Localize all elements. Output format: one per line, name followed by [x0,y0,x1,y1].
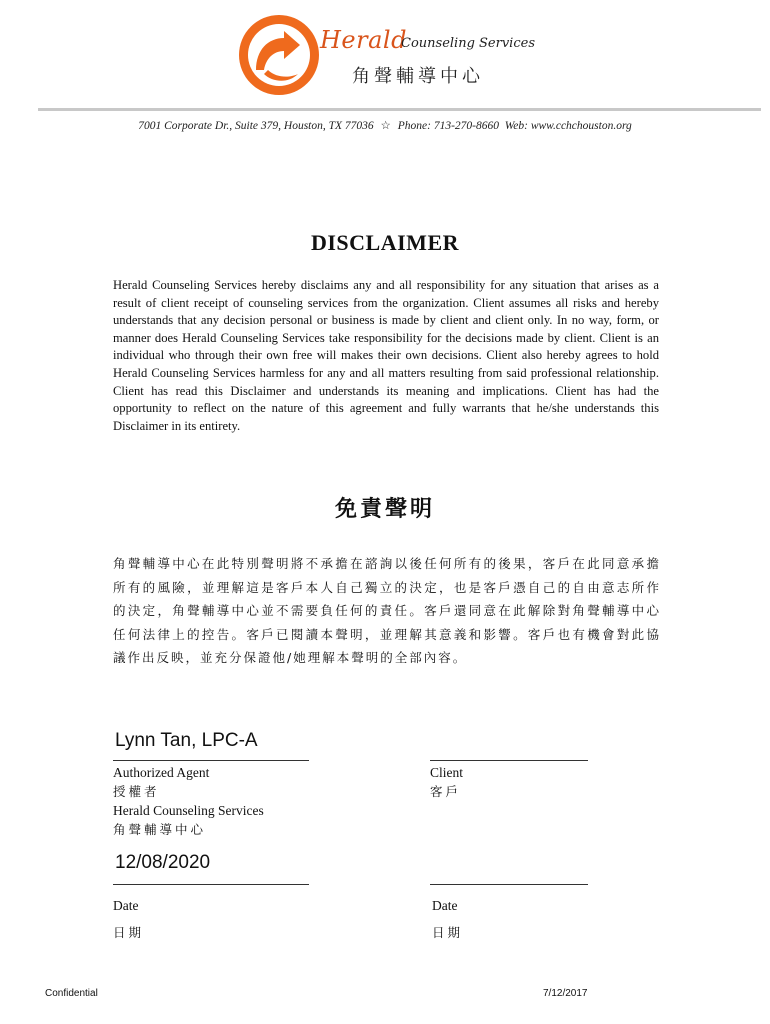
disclaimer-title-chinese: 免責聲明 [334,497,435,522]
agent-date-value: 12/08/2020 [115,852,211,873]
client-label-chinese: 客戶 [430,784,462,799]
agent-date-line [113,884,309,885]
brand-subtitle: Counseling Services [401,36,535,51]
agent-label: Authorized Agent [113,765,210,780]
agent-date-label-chinese: 日期 [113,925,145,940]
website: Web: www.cchchouston.org [504,120,632,132]
client-date-line [430,884,588,885]
agent-label-chinese: 授權者 [113,784,160,799]
footer-date: 7/12/2017 [543,988,588,999]
disclaimer-body-chinese: 角聲輔導中心在此特別聲明將不承擔在諮詢以後任何所有的後果，客戶在此同意承擔所有的風險，並理解這是客戶本人自己獨立的決定，也是客戶憑自己的自由意志所作的決定，角聲輔導中心並不需要負任何的責任。客戶還同意在此解除對角聲輔導中心任何法律上的控告。客戶已閱讀本聲明，並理解其意義和影響。客戶也有機會對此協議作出反映，並充分保證他/她理解本聲明的全部內容。 [113,556,661,665]
organization-name: Herald Counseling Services [113,803,264,818]
address: 7001 Corporate Dr., Suite 379, Houston, TX 77036 [138,120,374,132]
header-divider [38,108,761,111]
phone: Phone: 713-270-8660 [397,120,499,132]
organization-name-chinese: 角聲輔導中心 [113,822,207,837]
herald-logo-icon [238,14,320,96]
brand-chinese: 角聲輔導中心 [352,66,484,87]
client-date-label-chinese: 日期 [432,925,464,940]
disclaimer-title: DISCLAIMER [310,230,460,255]
contact-line [0,118,770,132]
herald-logo [238,14,320,96]
agent-signature-line [113,760,309,761]
star-icon: ☆ [380,120,391,132]
footer-confidential: Confidential [45,988,98,999]
disclaimer-body: Herald Counseling Services hereby disclaims any and all responsibility for any situation that arises as a result of client receipt of counseling services from the organization. Client assumes all risks and hereby understands that any decision personal or business is made by client and client only. In no way, form, or manner does Herald Counseling Services take responsibility for the decisions made by client. Client is an individual who through their own free will makes their own decisions. Client also hereby agrees to hold Herald Counseling Services harmless for any and all matters resulting from said professional relationship. Client has read this Disclaimer and understands its meaning and implications. Client has had the opportunity to reflect on the nature of this agreement and fully warrants that he/she understands this Disclaimer in its entirety. [113,278,659,433]
agent-signature-name: Lynn Tan, LPC-A [115,730,258,751]
client-label: Client [430,765,463,780]
client-signature-line [430,760,588,761]
agent-date-label: Date [113,898,139,913]
client-date-label: Date [432,898,458,913]
brand-script: Herald [320,26,407,54]
